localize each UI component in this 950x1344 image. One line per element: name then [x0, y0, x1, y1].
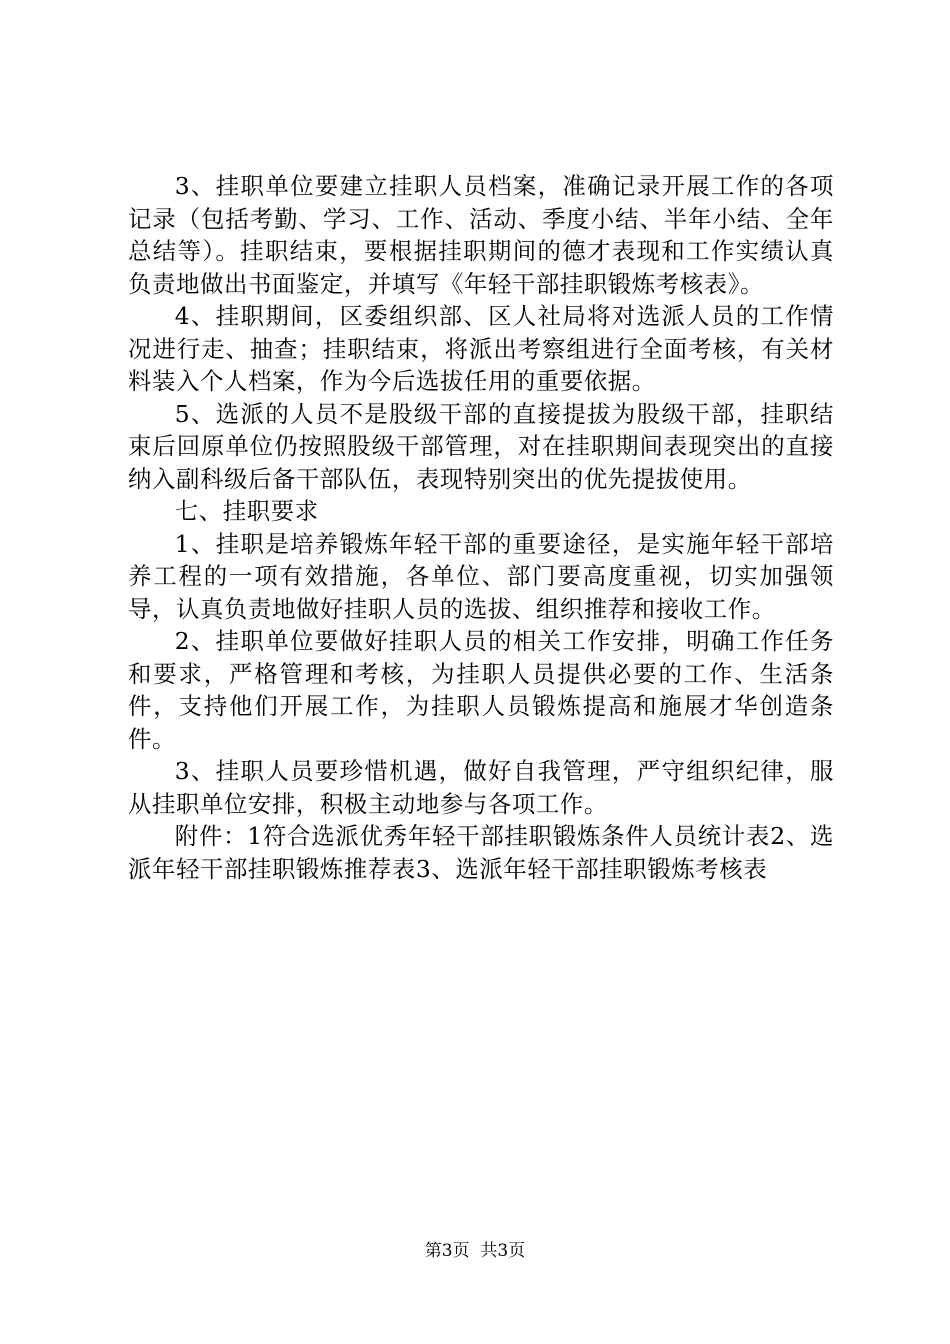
requirement-item-2: 2、挂职单位要做好挂职人员的相关工作安排，明确工作任务和要求，严格管理和考核，为挂职人员提供必要的工作、生活条件，支持他们开展工作，为挂职人员锻炼提高和施展才华创造条件。 [128, 627, 834, 753]
paragraph-promotion: 5、选派的人员不是股级干部的直接提拔为股级干部，挂职结束后回原单位仍按照股级干部管理，对在挂职期间表现突出的直接纳入副科级后备干部队伍，表现特别突出的优先提拔使用。 [128, 399, 834, 493]
requirement-item-1: 1、挂职是培养锻炼年轻干部的重要途径，是实施年轻干部培养工程的一项有效措施，各单位、部门要高度重视，切实加强领导，认真负责地做好挂职人员的选拔、组织推荐和接收工作。 [128, 529, 834, 623]
section-heading-requirements: 七、挂职要求 [174, 497, 319, 525]
page-number: 第3页 共3页 [424, 1241, 526, 1261]
paragraph-archive-records: 3、挂职单位要建立挂职人员档案，准确记录开展工作的各项记录（包括考勤、学习、工作、活动、季度小结、半年小结、全年总结等）。挂职结束，要根据挂职期间的德才表现和工作实绩认真负责地做出书面鉴定，并填写《年轻干部挂职锻炼考核表》。 [128, 172, 834, 298]
page-footer [0, 1240, 950, 1262]
attachments-list: 附件：1符合选派优秀年轻干部挂职锻炼条件人员统计表2、选派年轻干部挂职锻炼推荐表3、选派年轻干部挂职锻炼考核表 [128, 822, 834, 883]
document-body [128, 170, 834, 885]
requirement-item-3: 3、挂职人员要珍惜机遇，做好自我管理，严守组织纪律，服从挂职单位安排，积极主动地参与各项工作。 [128, 757, 834, 818]
paragraph-inspection: 4、挂职期间，区委组织部、区人社局将对选派人员的工作情况进行走、抽查；挂职结束，将派出考察组进行全面考核，有关材料装入个人档案，作为今后选拔任用的重要依据。 [128, 302, 834, 395]
